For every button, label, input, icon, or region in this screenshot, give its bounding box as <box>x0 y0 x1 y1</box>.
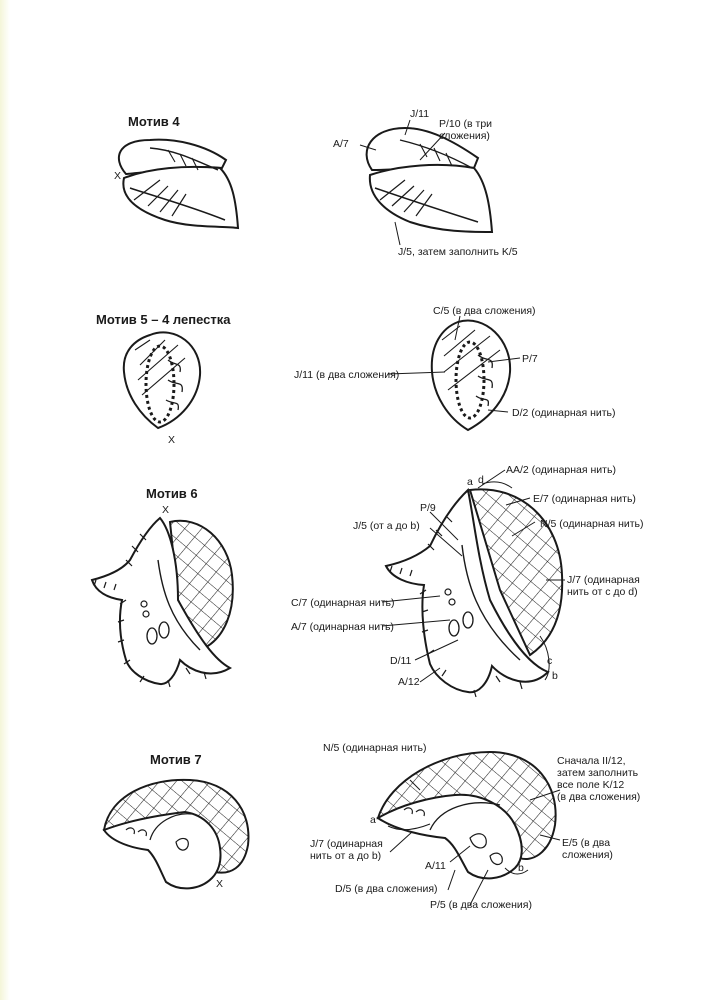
motif7-title: Мотив 7 <box>150 752 202 767</box>
motif4-label-p10: P/10 (в три сложения) <box>439 118 493 142</box>
motif6-point-c: c <box>547 655 553 667</box>
motif6-point-b: b <box>552 670 558 682</box>
motif7-point-b: b <box>518 862 524 874</box>
motif5-label-p7: P/7 <box>522 353 538 365</box>
motif5-label-d2: D/2 (одинарная нить) <box>512 407 616 419</box>
motif6-label-aa2: AA/2 (одинарная нить) <box>506 464 616 476</box>
motif6-label-d11: D/11 <box>390 655 412 667</box>
motif6-label-n5: N/5 (одинарная нить) <box>540 518 644 530</box>
motif6-label-j5: J/5 (от a до b) <box>353 520 420 532</box>
motif7-label-e5: E/5 (в два сложения) <box>562 837 613 861</box>
motif6-point-a: a <box>467 476 473 488</box>
motif4-label-j11: J/11 <box>410 108 430 120</box>
motif5-title: Мотив 5 – 4 лепестка <box>96 312 231 327</box>
motif7-left-drawing <box>104 780 248 889</box>
motif4-title: Мотив 4 <box>128 114 180 129</box>
motif6-label-c7: C/7 (одинарная нить) <box>291 597 395 609</box>
motif6-label-a12: A/12 <box>398 676 420 688</box>
motif5-label-c5: C/5 (в два сложения) <box>433 305 536 317</box>
motif7-right-drawing <box>378 752 556 878</box>
motif5-label-j11: J/11 (в два сложения) <box>294 369 400 381</box>
motif5-left-drawing <box>124 332 200 428</box>
motif6-label-e7: E/7 (одинарная нить) <box>533 493 636 505</box>
motif4-right-drawing <box>367 128 492 232</box>
motif7-label-p5: P/5 (в два сложения) <box>430 899 532 911</box>
motif6-start-mark: X <box>162 504 170 516</box>
motif4-left-drawing <box>119 140 238 228</box>
motif7-label-a11: A/11 <box>425 860 446 872</box>
motif4-start-mark: X <box>114 170 122 182</box>
motif7-start-mark: X <box>216 878 224 890</box>
motif7-label-n5: N/5 (одинарная нить) <box>323 742 427 754</box>
motif7-label-d5: D/5 (в два сложения) <box>335 883 438 895</box>
motif5-right-drawing <box>432 321 510 430</box>
motif7-label-ii12: Сначала II/12, затем заполнить все поле K/12 (в два сложения) <box>557 755 641 803</box>
motif7-point-a: a <box>370 814 376 826</box>
motif4-label-a7: A/7 <box>333 138 349 150</box>
motif6-left-drawing <box>92 518 233 687</box>
motif6-title: Мотив 6 <box>146 486 198 501</box>
motif4-label-j5: J/5, затем заполнить K/5 <box>398 246 518 258</box>
motif7-label-j7: J/7 (одинарная нить от a до b) <box>310 838 383 862</box>
motif6-label-a7: A/7 (одинарная нить) <box>291 621 394 633</box>
motif6-point-d: d <box>478 474 484 486</box>
motif5-start-mark: X <box>168 434 176 446</box>
motif6-label-j7: J/7 (одинарная нить от c до d) <box>567 574 640 598</box>
motif6-label-p9: P/9 <box>420 502 436 514</box>
